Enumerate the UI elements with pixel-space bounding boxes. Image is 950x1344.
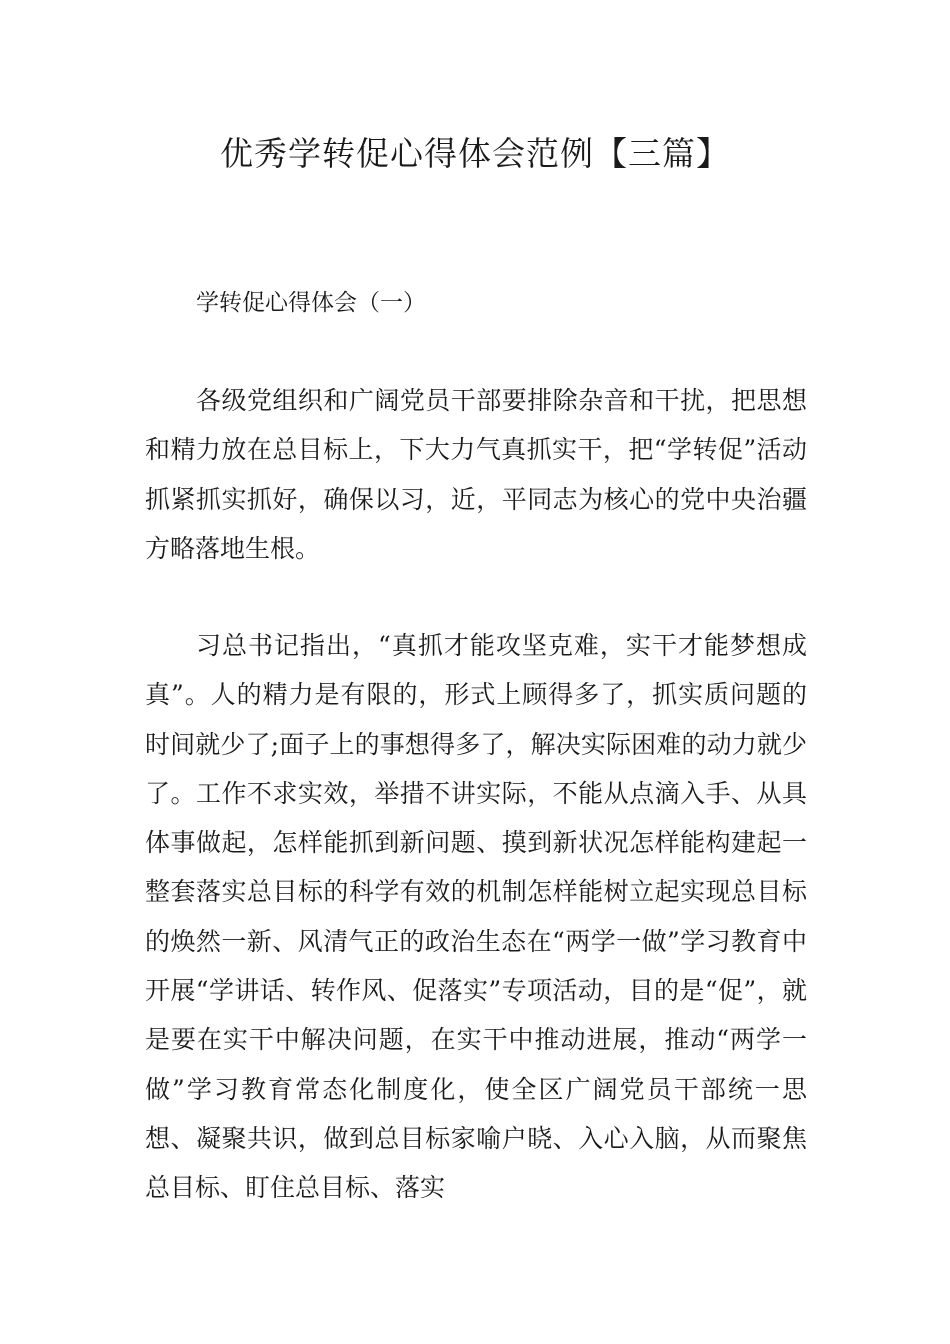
document-title: 优秀学转促心得体会范例【三篇】 [220,134,730,173]
paragraph-2: 习总书记指出，“真抓才能攻坚克难，实干才能梦想成真”。人的精力是有限的，形式上顾得多了，抓实质问题的时间就少了;面子上的事想得多了，解决实际困难的动力就少了。工作不求实效，举措不讲实际，不能从点滴入手、从具体事做起，怎样能抓到新问题、摸到新状况怎样能构建起一整套落实总目标的科学有效的机制怎样能树立起实现总目标的焕然一新、风清气正的政治生态在“两学一做”学习教育中开展“学讲话、转作风、促落实”专项活动，目的是“促”，就是要在实干中解决问题，在实干中推动进展，推动“两学一做”学习教育常态化制度化，使全区广阔党员干部统一思想、凝聚共识，做到总目标家喻户晓、入心入脑，从而聚焦总目标、盯住总目标、落实 [145,631,807,1203]
paragraph-1: 各级党组织和广阔党员干部要排除杂音和干扰，把思想和精力放在总目标上，下大力气真抓实干，把“学转促”活动抓紧抓实抓好，确保以习，近，平同志为核心的党中央治疆方略落地生根。 [145,386,807,563]
section-heading: 学转促心得体会（一） [196,290,426,316]
